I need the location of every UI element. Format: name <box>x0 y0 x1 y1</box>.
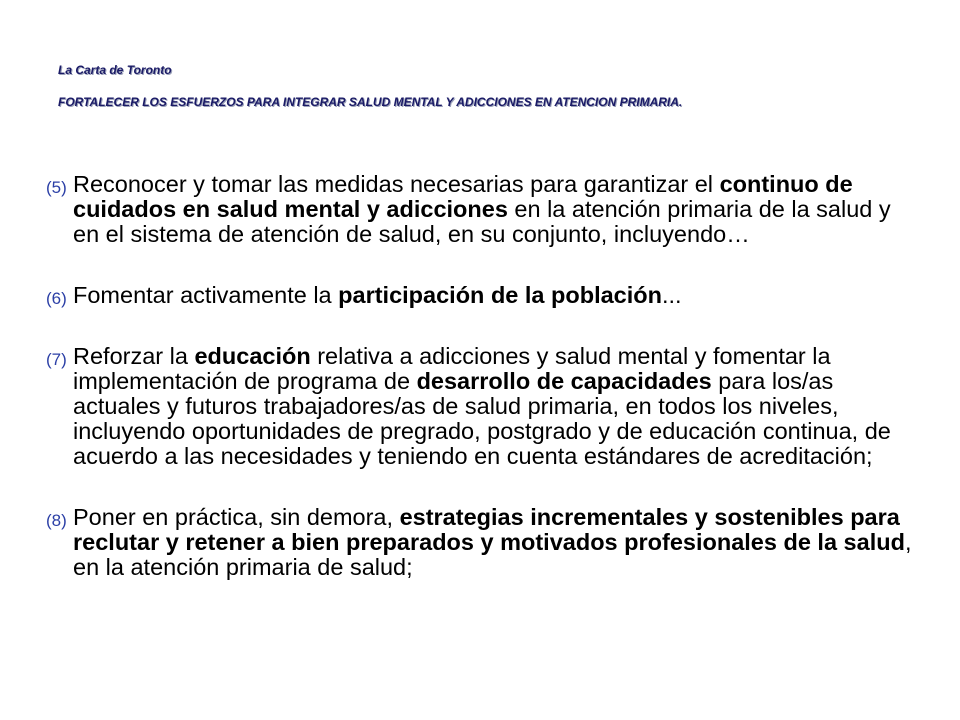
item-emphasis: educación <box>194 343 311 369</box>
numbered-item-list <box>46 172 916 616</box>
list-item-5 <box>46 172 916 247</box>
item-text: Reconocer y tomar las medidas necesarias para garantizar el <box>73 171 720 197</box>
item-emphasis: participación de la población <box>338 282 662 308</box>
list-item-8 <box>46 505 916 580</box>
slide-header <box>58 62 918 110</box>
item-emphasis: desarrollo de capacidades <box>416 368 712 394</box>
item-text: Reforzar la <box>73 343 195 369</box>
item-emphasis: continuo de cuidados en salud mental y adicciones <box>73 171 853 222</box>
item-text: para los/as actuales y futuros trabajadores/as de salud primaria, en todos los niveles, incluyendo oportunidades de pregrado, postgrado y de educación continua, de acuerdo a las necesidades y teniendo en cuenta estándares de acreditación; <box>73 368 891 469</box>
item-emphasis: estrategias incrementales y sostenibles para reclutar y retener a bien preparados y motivados profesionales de la salud <box>73 504 905 555</box>
document-subtitle: FORTALECER LOS ESFUERZOS PARA INTEGRAR SALUD MENTAL Y ADICCIONES EN ATENCION PRIMARIA. <box>58 95 683 109</box>
item-text: en la atención primaria de la salud y en el sistema de atención de salud, en su conjunto, incluyendo… <box>73 196 891 247</box>
item-text: ... <box>662 282 682 308</box>
item-number: (8) <box>46 511 67 530</box>
item-number: (7) <box>46 350 67 369</box>
item-text: , en la atención primaria de salud; <box>73 529 912 580</box>
document-title: La Carta de Toronto <box>58 63 172 77</box>
item-text: Fomentar activamente la <box>73 282 339 308</box>
list-item-6 <box>46 283 916 308</box>
item-text: relativa a adicciones y salud mental y fomentar la implementación de programa de <box>73 343 831 394</box>
item-text: Poner en práctica, sin demora, <box>73 504 400 530</box>
item-number: (5) <box>46 178 67 197</box>
list-item-7 <box>46 344 916 469</box>
item-number: (6) <box>46 289 67 308</box>
